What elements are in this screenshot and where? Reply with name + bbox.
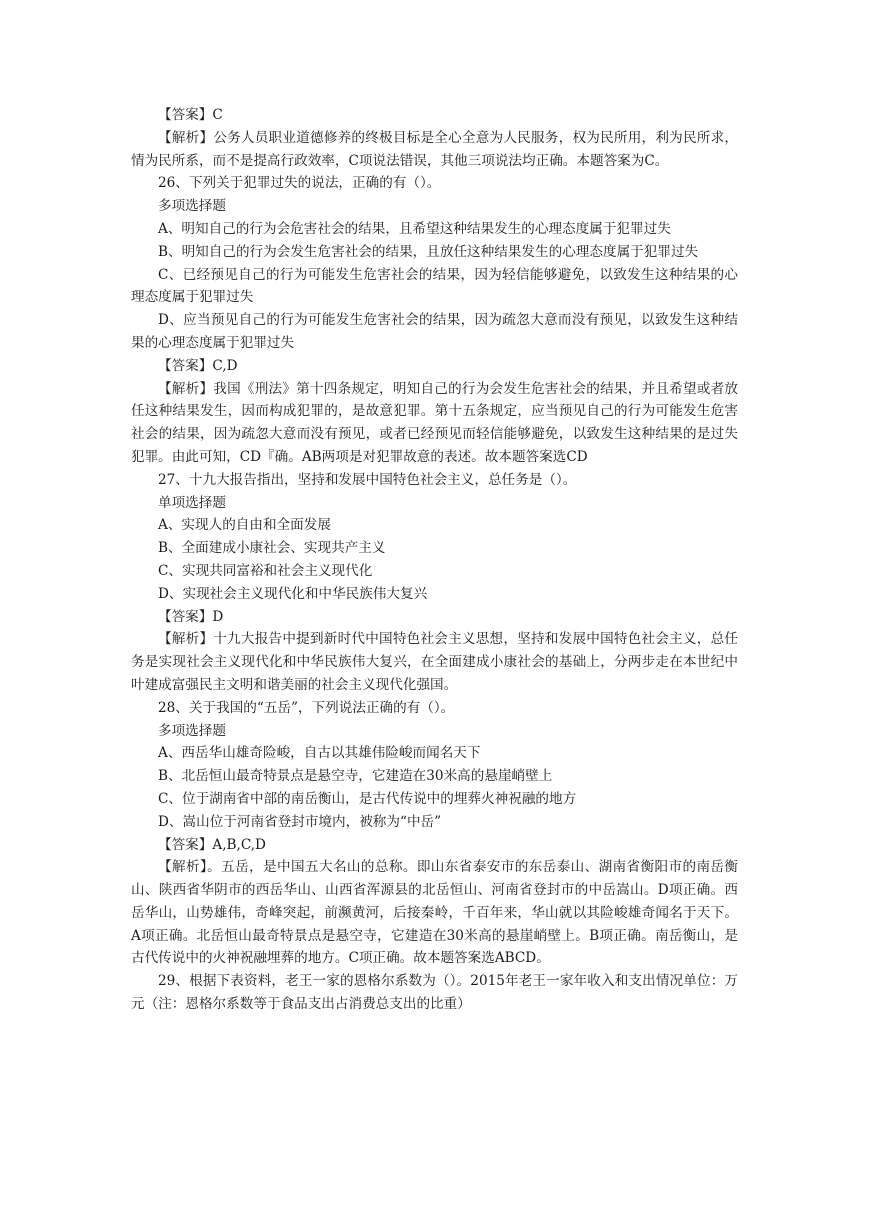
- option-27-c: C、实现共同富裕和社会主义现代化: [158, 562, 373, 579]
- explanation-25: 【解析】公务人员职业道德修养的终极目标是全心全意为人民服务，权为民所用，利为民所求，情为民所系，而不是提高行政效率，C项说法错误，其他三项说法均正确。本题答案为C。: [131, 129, 738, 169]
- explanation-27: 【解析】十九大报告中提到新时代中国特色社会主义思想，坚持和发展中国特色社会主义，总任务是实现社会主义现代化和中华民族伟大复兴，在全面建成小康社会的基础上，分两步走在本世纪中叶建成富强民主文明和谐美丽的社会主义现代化强国。: [131, 631, 738, 693]
- question-29: 29、根据下表资料，老王一家的恩格尔系数为（）。2015年老王一家年收入和支出情况单位：万元（注：恩格尔系数等于食品支出占消费总支出的比重）: [131, 973, 738, 1013]
- answer-25: 【答案】C: [158, 107, 223, 123]
- option-26-b: B、明知自己的行为会发生危害社会的结果，且放任这种结果发生的心理态度属于犯罪过失: [158, 243, 699, 260]
- answer-27: 【答案】D: [158, 608, 224, 625]
- explanation-26: 【解析】我国《刑法》第十四条规定，明知自己的行为会发生危害社会的结果，并且希望或者放任这种结果发生，因而构成犯罪的，是故意犯罪。第十五条规定，应当预见自己的行为可能发生危害社会的结果，因为疏忽大意而没有预见，或者已经预见而轻信能够避免，以致发生这种结果的是过失犯罪。由此可知，CD『确。AB两项是对犯罪故意的表述。故本题答案选CD: [131, 380, 738, 465]
- question-27: 27、十九大报告指出，坚持和发展中国特色社会主义，总任务是（）。: [158, 471, 577, 488]
- question-28: 28、关于我国的“五岳”，下列说法正确的有（）。: [158, 699, 455, 716]
- option-27-a: A、实现人的自由和全面发展: [158, 517, 331, 534]
- explanation-28: 【解析】。五岳，是中国五大名山的总称。即山东省泰安市的东岳泰山、湖南省衡阳市的南岳衡山、陕西省华阴市的西岳华山、山西省浑源县的北岳恒山、河南省登封市的中岳嵩山。D项正确。西岳华山，山势雄伟，奇峰突起，前濒黄河，后接秦岭，千百年来，华山就以其险峻雄奇闻名于天下。A项正确。北岳恒山最奇特景点是悬空寺，它建造在30米高的悬崖峭壁上。B项正确。南岳衡山，是古代传说中的火神祝融埋葬的地方。C项正确。故本题答案选ABCD。: [131, 859, 738, 967]
- question-type-28: 多项选择题: [158, 722, 226, 739]
- question-type-26: 多项选择题: [158, 198, 226, 215]
- option-27-d: D、实现社会主义现代化和中华民族伟大复兴: [158, 585, 428, 602]
- answer-28: 【答案】A,B,C,D: [158, 836, 266, 853]
- option-26-c: C、已经预见自己的行为可能发生危害社会的结果，因为轻信能够避免，以致发生这种结果的心理态度属于犯罪过失: [131, 266, 738, 306]
- option-27-b: B、全面建成小康社会、实现共产主义: [158, 540, 386, 557]
- option-28-c: C、位于湖南省中部的南岳衡山，是古代传说中的埋葬火神祝融的地方: [158, 790, 577, 807]
- option-26-a: A、明知自己的行为会危害社会的结果，且希望这种结果发生的心理态度属于犯罪过失: [158, 220, 671, 237]
- option-28-d: D、嵩山位于河南省登封市境内，被称为“中岳”: [158, 813, 442, 830]
- document-body: [131, 104, 738, 1016]
- option-28-b: B、北岳恒山最奇特景点是悬空寺，它建造在30米高的悬崖峭壁上: [158, 768, 553, 785]
- question-type-27: 单项选择题: [158, 494, 226, 511]
- question-26: 26、下列关于犯罪过失的说法，正确的有（）。: [158, 175, 441, 192]
- answer-26: 【答案】C,D: [158, 357, 238, 374]
- option-26-d: D、应当预见自己的行为可能发生危害社会的结果，因为疏忽大意而没有预见，以致发生这种结果的心理态度属于犯罪过失: [131, 312, 738, 351]
- option-28-a: A、西岳华山雄奇险峻，自古以其雄伟险峻而闻名天下: [158, 745, 481, 762]
